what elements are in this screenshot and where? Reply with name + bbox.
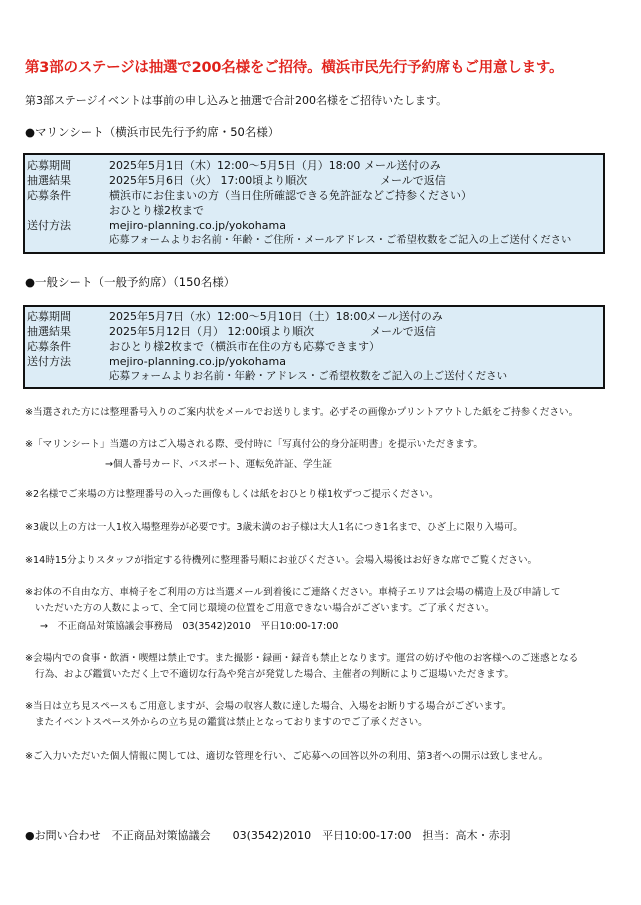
note-venue-rules-cont: 行為、および鑑賞いただく上で不適切な行為や発言が発覚した場合、主催者の判断によりご退場いただきます。 [35,669,514,680]
note-accessibility: ※お体の不自由な方、車椅子をご利用の方は当選メール到着後にご連絡ください。車椅子エリアは会場の構造上及び申請して [25,587,561,598]
row-key: 応募条件 [27,340,71,353]
row-key: 応募期間 [27,159,71,172]
row-value: おひとり様2枚まで [109,204,204,217]
marine-seat-heading: ●マリンシート（横浜市民先行予約席・50名様） [25,125,280,139]
row-key: 応募期間 [27,310,71,323]
info-row-result [25,324,603,339]
note-id-types: →個人番号カード、パスポート、運転免許証、学生証 [105,459,332,470]
row-value: 横浜市にお住まいの方（当日住所確認できる免許証などご持参ください） [109,189,472,202]
info-row-send-method-cont [25,369,603,384]
row-key: 抽選結果 [27,325,71,338]
info-row-send-method [25,218,603,233]
note-queue: ※14時15分よりスタッフが指定する待機列に整理番号順にお並びください。会場入場後はお好きな席でご覧ください。 [25,555,538,566]
row-note: メール送付のみ [364,159,441,172]
info-row-send-method [25,354,603,369]
note-two-guests: ※2名様でご来場の方は整理番号の入った画像もしくは紙をおひとり様1枚ずつご提示ください。 [25,489,439,500]
general-seat-info-box [23,305,605,389]
row-key: 送付方法 [27,355,71,368]
row-value: 2025年5月1日（木）12:00～5月5日（月）18:00 [109,159,361,172]
info-row-result [25,173,603,188]
form-url: mejiro-planning.co.jp/yokohama [109,355,286,368]
row-value: 応募フォームよりお名前・年齢・アドレス・ご希望枚数をご記入の上ご送付ください [109,370,508,382]
row-value: 応募フォームよりお名前・年齢・ご住所・メールアドレス・ご希望枚数をご記入の上ご送付ください [109,234,572,246]
note-age-policy: ※3歳以上の方は一人1枚入場整理券が必要です。3歳未満のお子様は大人1名につき1名まで、ひざ上に限り入場可。 [25,522,523,533]
info-row-conditions [25,339,603,354]
row-key: 応募条件 [27,189,71,202]
info-row-period [25,158,603,173]
row-key: 送付方法 [27,219,71,232]
info-row-conditions-cont [25,203,603,218]
note-accessibility-contact: → 不正商品対策協議会事務局 03(3542)2010 平日10:00-17:00 [40,621,339,632]
intro-text: 第3部ステージイベントは事前の申し込みと抽選で合計200名様をご招待いたします。 [25,94,448,107]
row-note: メールで返信 [380,174,446,187]
row-key: 抽選結果 [27,174,71,187]
note-standing: ※当日は立ち見スペースもご用意しますが、会場の収容人数に達した場合、入場をお断りする場合がございます。 [25,701,512,712]
form-url: mejiro-planning.co.jp/yokohama [109,219,286,232]
note-privacy: ※ご入力いただいた個人情報に関しては、適切な管理を行い、ご応募への回答以外の利用、第3者への開示は致しません。 [25,751,549,762]
row-value: おひとり様2枚まで（横浜市在住の方も応募できます） [109,340,380,353]
row-value: 2025年5月7日（水）12:00～5月10日（土）18:00 [109,310,368,323]
info-row-period [25,309,603,324]
note-venue-rules: ※会場内での食事・飲酒・喫煙は禁止です。また撮影・録画・録音も禁止となります。運営の妨げや他のお客様へのご迷惑となる [25,653,579,664]
note-accessibility-cont: いただいた方の人数によって、全て同じ環境の位置をご用意できない場合がございます。ご了承ください。 [35,603,495,614]
note-standing-cont: またイベントスペース外からの立ち見の鑑賞は禁止となっておりますのでご了承ください。 [35,717,428,728]
headline: 第3部のステージは抽選で200名様をご招待。横浜市民先行予約席もご用意します。 [25,60,564,76]
row-note: メール送付のみ [366,310,443,323]
row-value: 2025年5月12日（月） 12:00頃より順次 [109,325,315,338]
info-row-send-method-cont [25,233,603,248]
general-seat-heading: ●一般シート（一般予約席）（150名様） [25,275,236,289]
marine-seat-info-box [23,153,605,254]
note-invitation: ※当選された方には整理番号入りのご案内状をメールでお送りします。必ずその画像かプリントアウトした紙をご持参ください。 [25,407,579,418]
contact-info: ●お問い合わせ 不正商品対策協議会 03(3542)2010 平日10:00-17:00 担当：高木・赤羽 [25,829,511,842]
row-value: 2025年5月6日（火） 17:00頃より順次 [109,174,308,187]
row-note: メールで返信 [370,325,436,338]
info-row-conditions [25,188,603,203]
note-id-required: ※「マリンシート」当選の方はご入場される際、受付時に「写真付公的身分証明書」を提示いただきます。 [25,439,483,450]
